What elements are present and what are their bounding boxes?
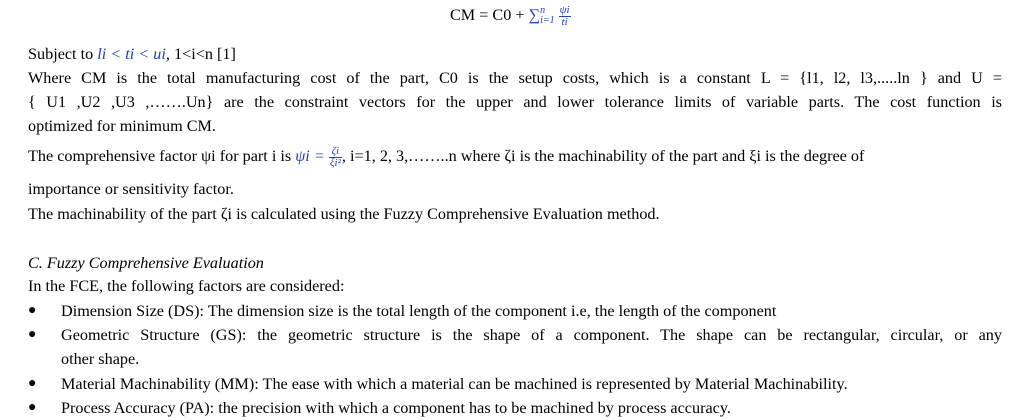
sigma-sub: i=1 <box>540 15 555 27</box>
section-intro: In the FCE, the following factors are considered: <box>28 277 345 295</box>
para1-line1: Where CM is the total manufacturing cost of the part, C0 is the setup costs, which is a constant L = {l1, l2, l3,.....ln } and U = <box>28 69 1002 87</box>
bullet-geometric-structure: Geometric Structure (GS): the geometric structure is the shape of a component. The shape can be rectangular, circular, or any <box>61 326 1002 344</box>
para2-line2: importance or sensitivity factor. <box>28 180 234 198</box>
para2-line3: The machinability of the part ζi is calculated using the Fuzzy Comprehensive Evaluation method. <box>28 205 660 223</box>
para2-psi: ψi = <box>295 147 325 165</box>
subject-to-line <box>28 42 236 66</box>
para2-prefix: The comprehensive factor ψi for part i is <box>28 147 296 165</box>
subject-suffix: , 1<i<n [1] <box>165 45 236 63</box>
para2-line1 <box>28 144 864 169</box>
bullet-dot: ● <box>28 303 37 318</box>
bullet-material-machinability: Material Machinability (MM): The ease with which a material can be machined is represented by Material Machinability. <box>61 375 848 393</box>
bullet-dot: ● <box>28 327 37 342</box>
bullet-process-accuracy: Process Accuracy (PA): the precision with which a component has to be machined by process accuracy. <box>61 399 731 417</box>
para2-frac-num: ζi <box>329 146 342 158</box>
fraction-numerator: ψi <box>559 3 570 16</box>
sigma-symbol: ∑ <box>528 6 541 24</box>
subject-prefix: Subject to <box>28 45 98 63</box>
bullet-dot: ● <box>28 376 37 391</box>
cost-equation <box>450 3 571 28</box>
fraction-denominator: ti <box>561 15 568 28</box>
bullet-dot: ● <box>28 400 37 415</box>
bullet-dimension-size: Dimension Size (DS): The dimension size is the total length of the component i.e, the length of the component <box>61 302 777 320</box>
para2-fraction <box>329 146 342 169</box>
para2-frac-den: ξi² <box>329 156 341 169</box>
section-heading: C. Fuzzy Comprehensive Evaluation <box>28 254 264 272</box>
para2-suffix: , i=1, 2, 3,……..n where ζi is the machinability of the part and ξi is the degree of <box>341 147 865 165</box>
equation-lhs: CM = C0 + <box>450 6 529 24</box>
para1-line3: optimized for minimum CM. <box>28 117 216 135</box>
sigma-sup: n <box>540 5 546 17</box>
bullet-geometric-structure-cont: other shape. <box>61 350 140 368</box>
equation-fraction <box>559 5 571 28</box>
para1-line2: { U1 ,U2 ,U3 ,…….Un} are the constraint vectors for the upper and lower tolerance limits of variable parts. The cost function is <box>28 93 1002 111</box>
subject-constraint: li < ti < ui <box>97 45 166 63</box>
